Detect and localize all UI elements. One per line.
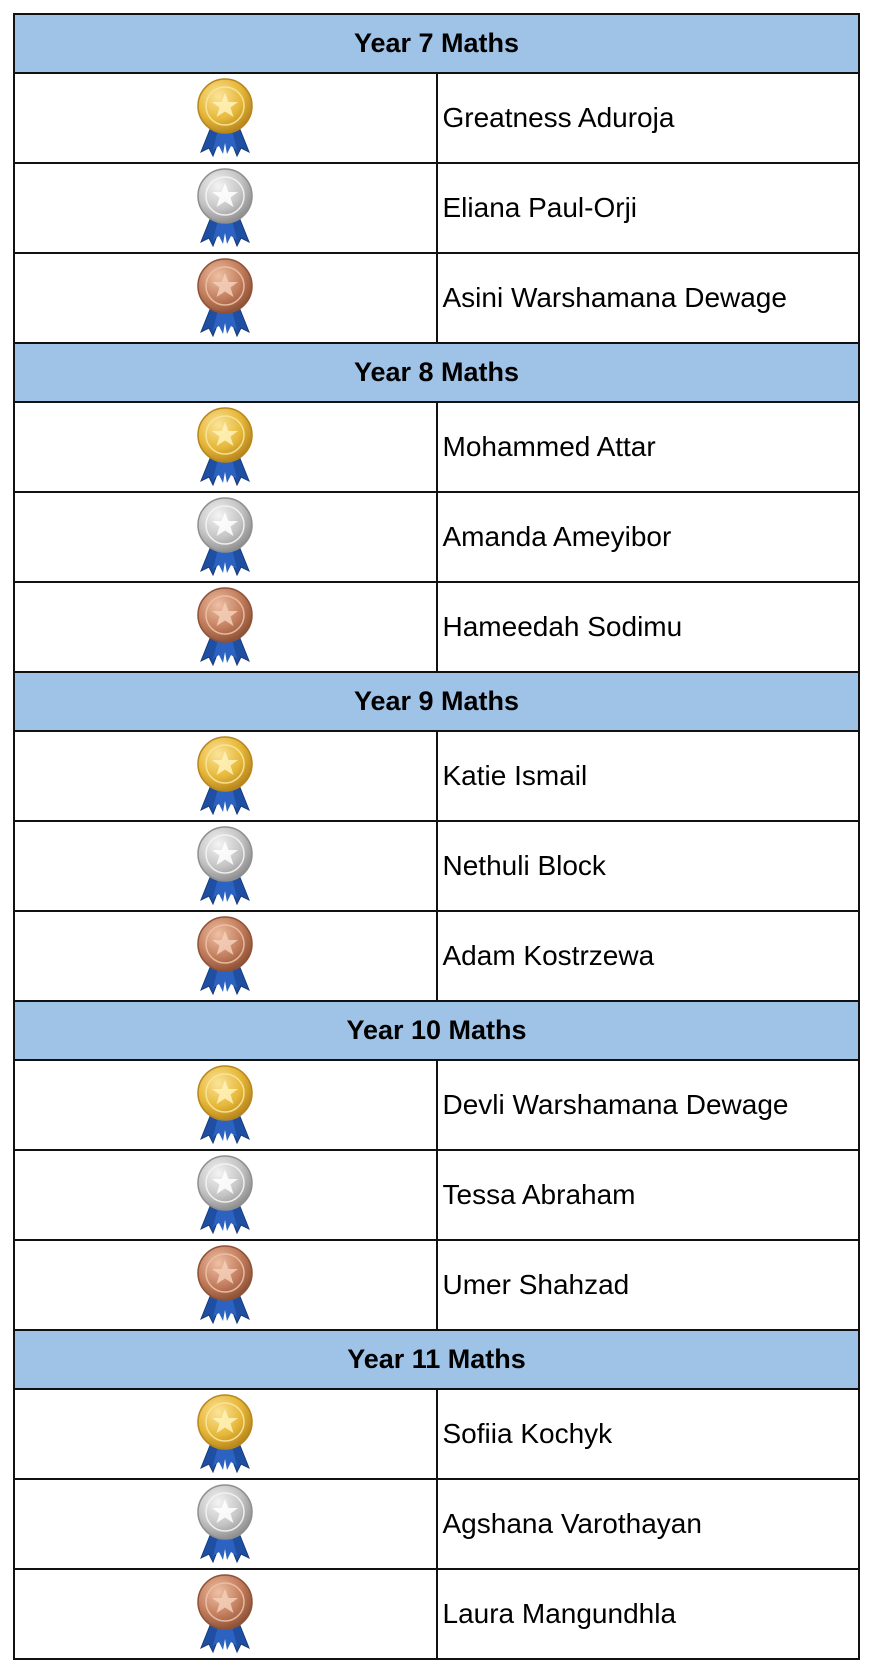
medal-cell xyxy=(14,1240,437,1330)
bronze-medal-icon xyxy=(193,585,257,669)
student-name: Sofiia Kochyk xyxy=(437,1389,860,1479)
student-name: Greatness Aduroja xyxy=(437,73,860,163)
table-row xyxy=(14,402,859,492)
table-row xyxy=(14,911,859,1001)
bronze-medal-icon xyxy=(193,1572,257,1656)
section-header-row xyxy=(14,1001,859,1060)
medal-cell xyxy=(14,1569,437,1659)
student-name: Devli Warshamana Dewage xyxy=(437,1060,860,1150)
table-row xyxy=(14,821,859,911)
gold-medal-icon xyxy=(193,1392,257,1476)
student-name: Laura Mangundhla xyxy=(437,1569,860,1659)
gold-medal-icon xyxy=(193,734,257,818)
section-title: Year 11 Maths xyxy=(14,1330,859,1389)
silver-medal-icon xyxy=(193,1482,257,1566)
table-row xyxy=(14,1479,859,1569)
section-title: Year 9 Maths xyxy=(14,672,859,731)
silver-medal-icon xyxy=(193,1153,257,1237)
student-name: Adam Kostrzewa xyxy=(437,911,860,1001)
silver-medal-icon xyxy=(193,495,257,579)
table-row xyxy=(14,1240,859,1330)
table-row xyxy=(14,1060,859,1150)
medal-cell xyxy=(14,1389,437,1479)
student-name: Katie Ismail xyxy=(437,731,860,821)
gold-medal-icon xyxy=(193,405,257,489)
medal-cell xyxy=(14,253,437,343)
section-header-row xyxy=(14,1330,859,1389)
silver-medal-icon xyxy=(193,166,257,250)
section-header-row xyxy=(14,343,859,402)
table-row xyxy=(14,73,859,163)
student-name: Asini Warshamana Dewage xyxy=(437,253,860,343)
medal-cell xyxy=(14,911,437,1001)
section-title: Year 7 Maths xyxy=(14,14,859,73)
medal-cell xyxy=(14,1060,437,1150)
medal-cell xyxy=(14,821,437,911)
student-name: Nethuli Block xyxy=(437,821,860,911)
silver-medal-icon xyxy=(193,824,257,908)
bronze-medal-icon xyxy=(193,914,257,998)
table-row xyxy=(14,1389,859,1479)
section-title: Year 10 Maths xyxy=(14,1001,859,1060)
table-row xyxy=(14,582,859,672)
student-name: Agshana Varothayan xyxy=(437,1479,860,1569)
table-row xyxy=(14,163,859,253)
medal-cell xyxy=(14,1150,437,1240)
student-name: Umer Shahzad xyxy=(437,1240,860,1330)
table-row xyxy=(14,1569,859,1659)
section-title: Year 8 Maths xyxy=(14,343,859,402)
section-header-row xyxy=(14,14,859,73)
student-name: Mohammed Attar xyxy=(437,402,860,492)
awards-table xyxy=(13,13,860,1660)
medal-cell xyxy=(14,731,437,821)
medal-cell xyxy=(14,402,437,492)
medal-cell xyxy=(14,582,437,672)
gold-medal-icon xyxy=(193,76,257,160)
bronze-medal-icon xyxy=(193,1243,257,1327)
student-name: Hameedah Sodimu xyxy=(437,582,860,672)
table-row xyxy=(14,1150,859,1240)
table-row xyxy=(14,253,859,343)
bronze-medal-icon xyxy=(193,256,257,340)
student-name: Eliana Paul-Orji xyxy=(437,163,860,253)
gold-medal-icon xyxy=(193,1063,257,1147)
table-row xyxy=(14,492,859,582)
medal-cell xyxy=(14,163,437,253)
medal-cell xyxy=(14,492,437,582)
table-row xyxy=(14,731,859,821)
medal-cell xyxy=(14,73,437,163)
student-name: Amanda Ameyibor xyxy=(437,492,860,582)
medal-cell xyxy=(14,1479,437,1569)
student-name: Tessa Abraham xyxy=(437,1150,860,1240)
section-header-row xyxy=(14,672,859,731)
